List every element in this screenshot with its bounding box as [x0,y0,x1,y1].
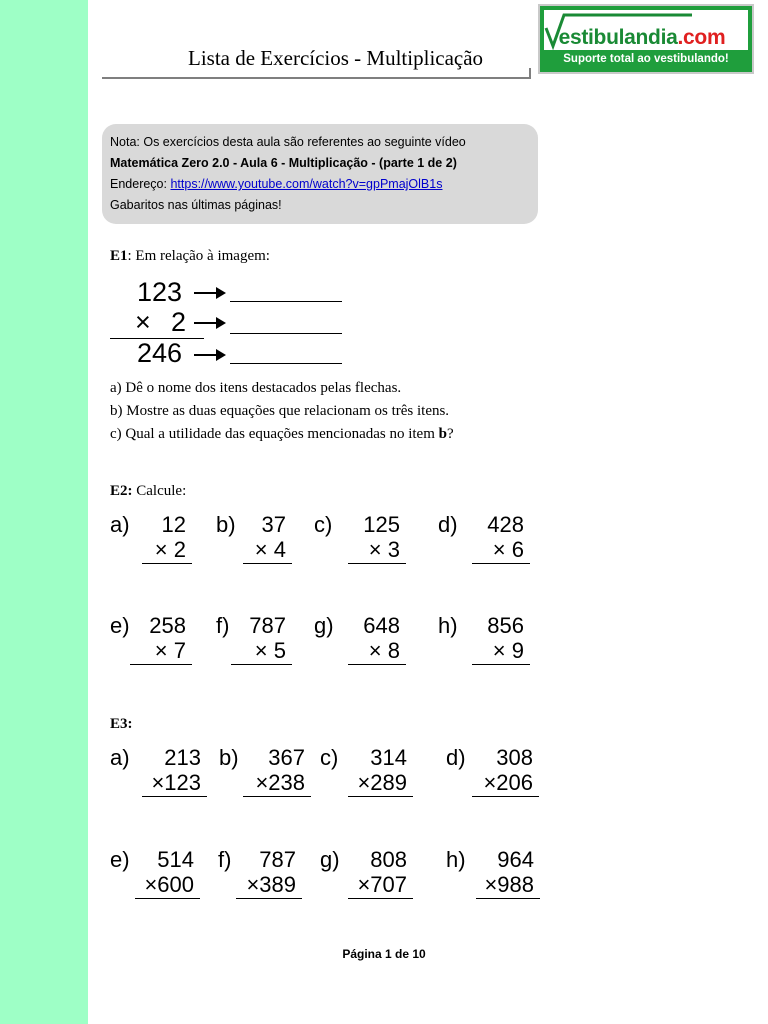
problem-multiplier: ×238 [255,770,305,795]
problem-multiplier: ×289 [357,770,407,795]
problem-multiplicand: 367 [268,745,305,770]
answer-blank-3[interactable] [230,363,342,364]
problem-underline [476,898,540,899]
problem-multiplier: ×206 [483,770,533,795]
problem-underline [472,563,530,564]
problem-underline [142,796,207,797]
problem-label: a) [110,512,130,537]
problem-multiplicand: 258 [149,613,186,638]
problem-underline [472,664,530,665]
problem-underline [243,796,311,797]
problem-multiplicand: 428 [487,512,524,537]
problem-multiplier: × 5 [254,638,286,663]
problem-label: c) [314,512,333,537]
note-line-address: Endereço: https://www.youtube.com/watch?v=gpPmajOlB1s [110,177,443,191]
e3-heading: E3: [110,716,133,732]
problem-multiplier: ×123 [151,770,201,795]
problem-multiplier: ×707 [357,872,407,897]
problem-underline [348,664,406,665]
note-line-1: Nota: Os exercícios desta aula são referentes ao seguinte vídeo [110,135,466,149]
problem-multiplicand: 514 [157,847,194,872]
problem-multiplicand: 125 [363,512,400,537]
problem-label: f) [218,847,232,872]
problem-label: e) [110,613,130,638]
problem-label: d) [446,745,466,770]
logo-tagline: Suporte total ao vestibulando! [563,53,729,65]
e1-multiplier: 2 [171,307,187,337]
video-link[interactable]: https://www.youtube.com/watch?v=gpPmajOlB1s [170,177,443,191]
problem-label: h) [446,847,466,872]
problem-multiplicand: 12 [161,512,186,537]
e1-question-b: b) Mostre as duas equações que relacionam os três itens. [110,403,450,419]
note-line-video-title: Matemática Zero 2.0 - Aula 6 - Multiplicação - (parte 1 de 2) [110,156,457,170]
left-sidebar-band [0,0,88,1024]
problem-label: b) [216,512,236,537]
problem-multiplicand: 314 [370,745,407,770]
problem-underline [231,664,292,665]
problem-underline [135,898,200,899]
problem-multiplicand: 213 [164,745,201,770]
problem-multiplier: × 7 [154,638,186,663]
problem-label: c) [320,745,339,770]
problem-multiplicand: 787 [259,847,296,872]
problem-multiplicand: 808 [370,847,407,872]
problem-underline [236,898,302,899]
problem-multiplicand: 648 [363,613,400,638]
e2-heading: E2: Calcule: [110,483,187,499]
problem-label: h) [438,613,458,638]
answer-blank-1[interactable] [230,301,342,302]
problem-multiplier: × 6 [492,537,524,562]
answer-blank-2[interactable] [230,333,342,334]
problem-multiplier: ×988 [484,872,534,897]
vestibulandia-logo[interactable] [538,4,754,74]
problem-underline [348,796,413,797]
problem-multiplier: × 3 [368,537,400,562]
problem-multiplier: × 8 [368,638,400,663]
e1-heading: E1: Em relação à imagem: [110,248,270,264]
problem-underline [130,664,192,665]
problem-multiplicand: 308 [496,745,533,770]
arrow-right-icon [194,348,226,362]
problem-label: e) [110,847,130,872]
problem-multiplier: ×600 [144,872,194,897]
problem-label: f) [216,613,230,638]
logo-wordmark: estibulandia.com [558,26,726,49]
problem-multiplicand: 37 [261,512,286,537]
problem-underline [142,563,192,564]
problem-underline [472,796,539,797]
note-line-answers: Gabaritos nas últimas páginas! [110,198,282,212]
problem-multiplier: × 9 [492,638,524,663]
problem-multiplier: ×389 [246,872,296,897]
e1-times-sign: × [135,307,151,337]
e1-result: 246 [137,338,183,368]
arrow-right-icon [194,316,226,330]
problem-label: g) [314,613,334,638]
header-divider [102,77,530,79]
problem-multiplicand: 856 [487,613,524,638]
problem-label: d) [438,512,458,537]
problem-label: a) [110,745,130,770]
page-number: Página 1 de 10 [342,947,426,961]
e1-top-number: 123 [137,277,183,307]
note-box [102,124,538,224]
problem-label: g) [320,847,340,872]
problem-label: b) [219,745,239,770]
arrow-right-icon [194,286,226,300]
problem-multiplier: × 4 [254,537,286,562]
problem-multiplicand: 787 [249,613,286,638]
problem-underline [348,898,413,899]
page-title: Lista de Exercícios - Multiplicação [188,46,484,70]
e1-question-c: c) Qual a utilidade das equações mencionadas no item b? [110,426,454,442]
problem-multiplicand: 964 [497,847,534,872]
header-divider-end [529,68,531,79]
problem-multiplier: × 2 [154,537,186,562]
problem-underline [348,563,406,564]
e1-question-a: a) Dê o nome dos itens destacados pelas flechas. [110,380,402,396]
problem-underline [243,563,292,564]
